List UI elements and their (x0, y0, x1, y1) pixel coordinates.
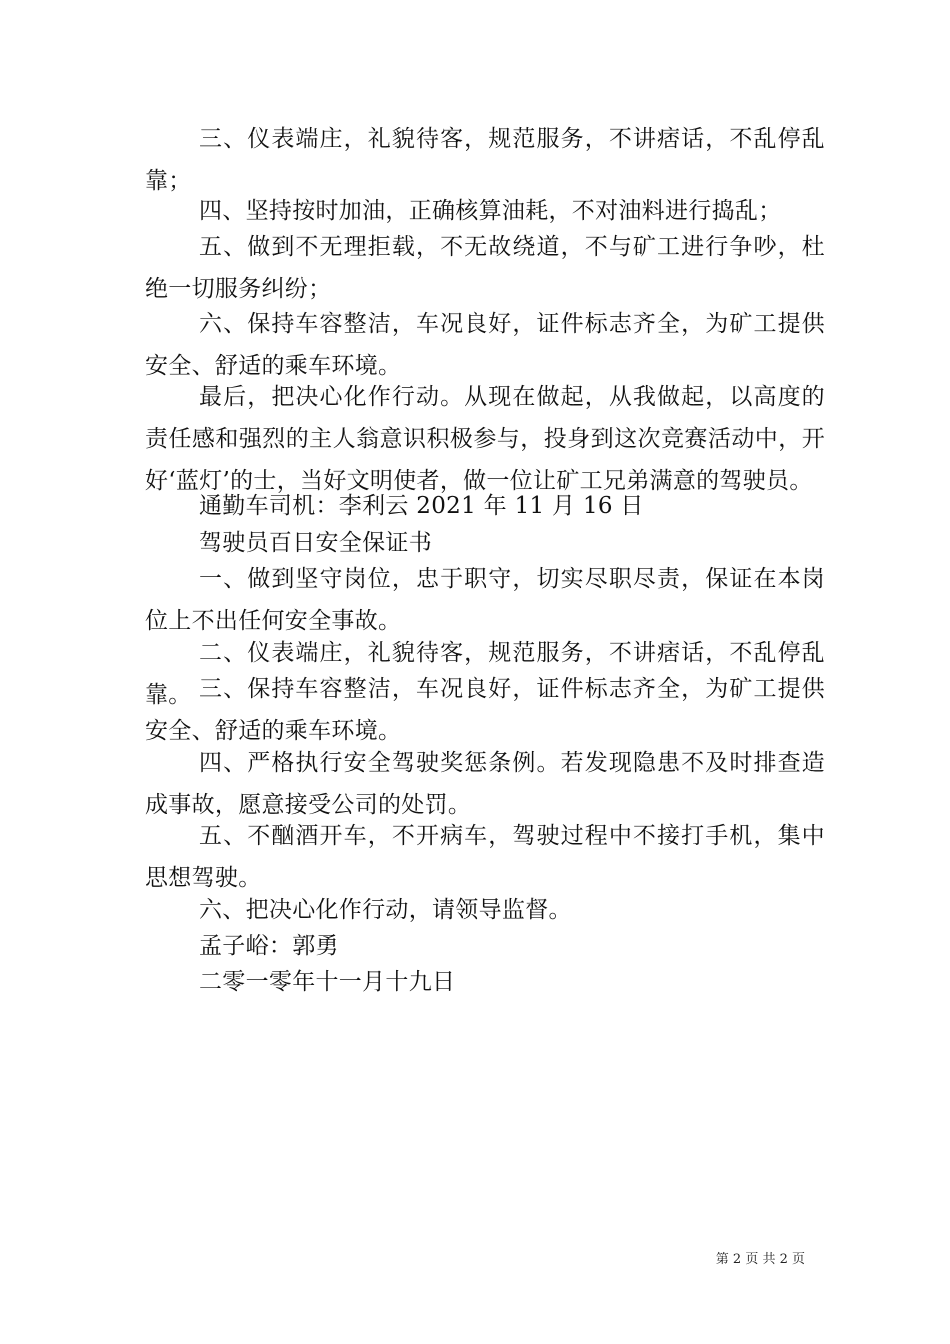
pledge-item-2: 二、仪表端庄，礼貌待客，规范服务，不讲痞话，不乱停乱靠。 (145, 640, 825, 708)
paragraph-closing: 最后，把决心化作行动。从现在做起，从我做起，以高度的责任感和强烈的主人翁意识积极参与，投身到这次竞赛活动中，开好‘蓝灯’的士，当好文明使者，做一位让矿工兄弟满意的驾驶员。 (145, 384, 825, 494)
signature-name: 孟子峪：郭勇 (199, 933, 339, 959)
pledge-item-6: 六、把决心化作行动，请领导监督。 (199, 897, 572, 923)
signature-driver-date: 通勤车司机：李利云 2021 年 11 月 16 日 (199, 493, 644, 519)
paragraph-item-6-vehicle: 六、保持车容整洁，车况良好，证件标志齐全，为矿工提供安全、舒适的乘车环境。 (145, 311, 825, 379)
pledge-item-1: 一、做到坚守岗位，忠于职守，切实尽职尽责，保证在本岗位上不出任何安全事故。 (145, 566, 825, 634)
pledge-item-4: 四、严格执行安全驾驶奖惩条例。若发现隐患不及时排查造成事故，愿意接受公司的处罚。 (145, 750, 825, 818)
paragraph-item-3-conduct: 三、仪表端庄，礼貌待客，规范服务，不讲痞话，不乱停乱靠； (145, 126, 825, 194)
signature-date: 二零一零年十一月十九日 (199, 969, 456, 995)
paragraph-item-5-service: 五、做到不无理拒载，不无故绕道，不与矿工进行争吵，杜绝一切服务纠纷； (145, 234, 825, 302)
paragraph-item-4-fuel: 四、坚持按时加油，正确核算油耗，不对油料进行捣乱； (199, 198, 782, 224)
pledge-item-3: 三、保持车容整洁，车况良好，证件标志齐全，为矿工提供安全、舒适的乘车环境。 (145, 676, 825, 744)
section-title: 驾驶员百日安全保证书 (199, 530, 432, 556)
pledge-item-5: 五、不酗酒开车，不开病车，驾驶过程中不接打手机，集中思想驾驶。 (145, 823, 825, 891)
page-number: 第 2 页 共 2 页 (715, 1252, 805, 1267)
